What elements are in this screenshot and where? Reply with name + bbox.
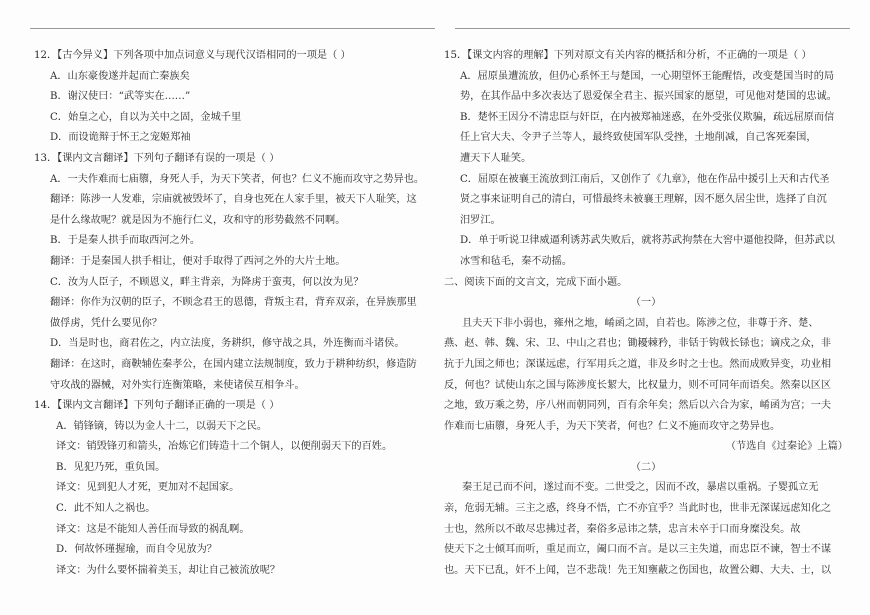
passage-2-line: 也。天下已乱，奸不上闻，岂不悲哉！先王知壅蔽之伤国也，故置公卿、大夫、士，以	[444, 564, 832, 576]
q12-stem: 12．【古今异义】下列各项中加点词意义与现代汉语相同的一项是（ ）	[34, 50, 351, 61]
q14-c-translation: 译文：这是不能知人善任而导致的祸乱啊。	[56, 523, 250, 535]
q13-option-d: D．当是时也，商君佐之，内立法度，务耕织，修守战之具，外连衡而斗诸侯。	[50, 338, 405, 350]
q13-stem: 13．【课内文言翻译】下列句子翻译有误的一项是（ ）	[34, 152, 280, 164]
passage-1-line: 燕、赵、韩、魏、宋、卫、中山之君也；锄耰棘矜，非铦于钩戟长铩也；谪戍之众，非	[444, 338, 832, 350]
q15-option-a-line1: A．屈原虽遭流放，但仍心系怀王与楚国，一心期望怀王能醒悟，改变楚国当时的局	[460, 70, 835, 82]
q13-option-b: B．于是秦人拱手而取西河之外。	[50, 235, 201, 247]
q14-stem: 14．【课内文言翻译】下列句子翻译正确的一项是（ ）	[34, 400, 280, 412]
passage-1-line: 抗于九国之师也；深谋远虑，行军用兵之道，非及乡时之士也。然而成败异变，功业相	[444, 358, 832, 370]
passage-2-line: 使天下之士倾耳而听，重足而立，阖口而不言。是以三主失道，而忠臣不谏，智士不谋	[444, 544, 832, 556]
q14-option-b: B．见犯乃死，重负国。	[56, 461, 166, 473]
q13-option-a: A．一夫作难而七庙隳，身死人手，为天下笑者，何也？仁义不施而攻守之势异也。	[50, 173, 425, 185]
q15-option-d-line1: D．单于听说卫律威逼利诱苏武失败后，就将苏武拘禁在大窖中逼他投降，但苏武以	[460, 235, 835, 247]
q13-option-c: C．汝为人臣子，不顾恩义，畔主背亲，为降虏于蛮夷，何以汝为见？	[50, 276, 364, 288]
q14-d-translation: 译文：为什么要怀揣着美玉，却让自己被流放呢？	[56, 564, 281, 576]
q15-option-a-line2: 势，在其作品中多次表达了恩爱保全君主、振兴国家的愿望，可见他对楚国的忠诚。	[460, 91, 837, 103]
passage-1-line: 之地，致万乘之势，序八州而朝同列，百有余年矣；然后以六合为家，崤函为宫；一夫	[444, 400, 832, 412]
passage-1-line: 且夫天下非小弱也，雍州之地，崤函之固，自若也。陈涉之位，非尊于齐、楚、	[462, 317, 819, 329]
q12-option-b: B．谢汉使曰：“武等实在……”	[50, 91, 191, 103]
q12-option-d: D．而设诡辩于怀王之宠姬郑袖	[50, 132, 191, 144]
q14-b-translation: 译文：见到犯人才死，更加对不起国家。	[56, 482, 240, 494]
q13-a-translation-2: 是什么缘故呢？就是因为不施行仁义，攻和守的形势截然不同啊。	[50, 214, 346, 226]
passage-2-line: 秦王足己而不问，遂过而不变。二世受之，因而不改，暴虐以重祸。子婴孤立无	[462, 482, 819, 494]
passage-2-line: 亲，危弱无辅。三主之惑，终身不悟，亡不亦宜乎？当此时也，世非无深谋远虑知化之	[444, 503, 832, 515]
section-2-heading: 二、阅读下面的文言文，完成下面小题。	[444, 276, 628, 288]
q15-option-c-line3: 汨罗江。	[460, 214, 501, 226]
q14-option-d: D．何故怀瑾握瑜，而自令见放为？	[56, 544, 217, 556]
q15-stem: 15．【课文内容的理解】下列对原文有关内容的概括和分析，不正确的一项是（ ）	[444, 50, 812, 61]
left-column	[34, 46, 429, 581]
right-top-rule	[455, 28, 850, 29]
right-column	[444, 46, 848, 581]
q15-option-d-line2: 冰雪和毡毛，秦不动摇。	[460, 255, 573, 267]
q15-option-b-line1: B．楚怀王因分不清忠臣与奸臣，在内被郑袖迷惑，在外受张仪欺骗，疏远屈原而信	[460, 111, 835, 123]
part-2-label: （二）	[630, 461, 662, 473]
q12-option-a: A．山东豪俊遂并起而亡秦族矣	[50, 70, 190, 82]
q13-c-translation-2: 做俘虏，凭什么要见你？	[50, 317, 163, 329]
passage-2-line: 士也，然所以不敢尽忠拂过者，秦俗多忌讳之禁，忠言未卒于口而身糜没矣。故	[444, 523, 801, 535]
q14-option-c: C．此不知人之祸也。	[56, 503, 156, 515]
q13-d-translation-1: 翻译：在这时，商鞅辅佐秦孝公，在国内建立法规制度，致力于耕种纺织，修造防	[50, 358, 417, 370]
q12-option-c: C．始皇之心，自以为关中之固，金城千里	[50, 111, 242, 123]
q14-option-a: A．销锋镝，铸以为金人十二，以弱天下之民。	[56, 420, 268, 432]
passage-1-line: 反，何也？试使山东之国与陈涉度长絜大，比权量力，则不可同年而语矣。然秦以区区	[444, 379, 832, 391]
q13-b-translation: 翻译：于是秦国人拱手相让，便对手取得了西河之外的大片土地。	[50, 255, 346, 267]
part-1-label: （一）	[630, 297, 662, 309]
q13-a-translation-1: 翻译：陈涉一人发难，宗庙就被毁坏了，自身也死在人家手里，被天下人耻笑，这	[50, 194, 417, 206]
passage-1-line: 作难而七庙隳，身死人手，为天下笑者，何也？仁义不施而攻守之势异也。	[444, 420, 781, 432]
q15-option-b-line2: 任上官大夫、令尹子兰等人，最终致使国军队受挫，土地削减，自己客死秦国，	[460, 132, 817, 144]
left-top-rule	[30, 28, 435, 29]
q13-d-translation-2: 守攻战的器械，对外实行连衡策略，来使诸侯互相争斗。	[50, 379, 305, 391]
q15-option-c-line1: C．屈原在被襄王流放到江南后，又创作了《九章》，他在作品中援引上天和古代圣	[460, 173, 830, 185]
q13-c-translation-1: 翻译：你作为汉朝的臣子，不顾念君王的恩德，背叛主君，背弃双亲，在异族那里	[50, 297, 417, 309]
passage-1-source: （节选自《过秦论》上篇）	[725, 441, 848, 453]
q15-option-c-line2: 贤之事来证明自己的清白，可惜最终未被襄王理解，因不愿久居尘世，选择了自沉	[460, 194, 827, 206]
q14-a-translation: 译文：销毁锋刃和箭头，冶炼它们铸造十二个铜人，以便削弱天下的百姓。	[56, 441, 393, 453]
q15-option-b-line3: 遭天下人耻笑。	[460, 152, 532, 164]
